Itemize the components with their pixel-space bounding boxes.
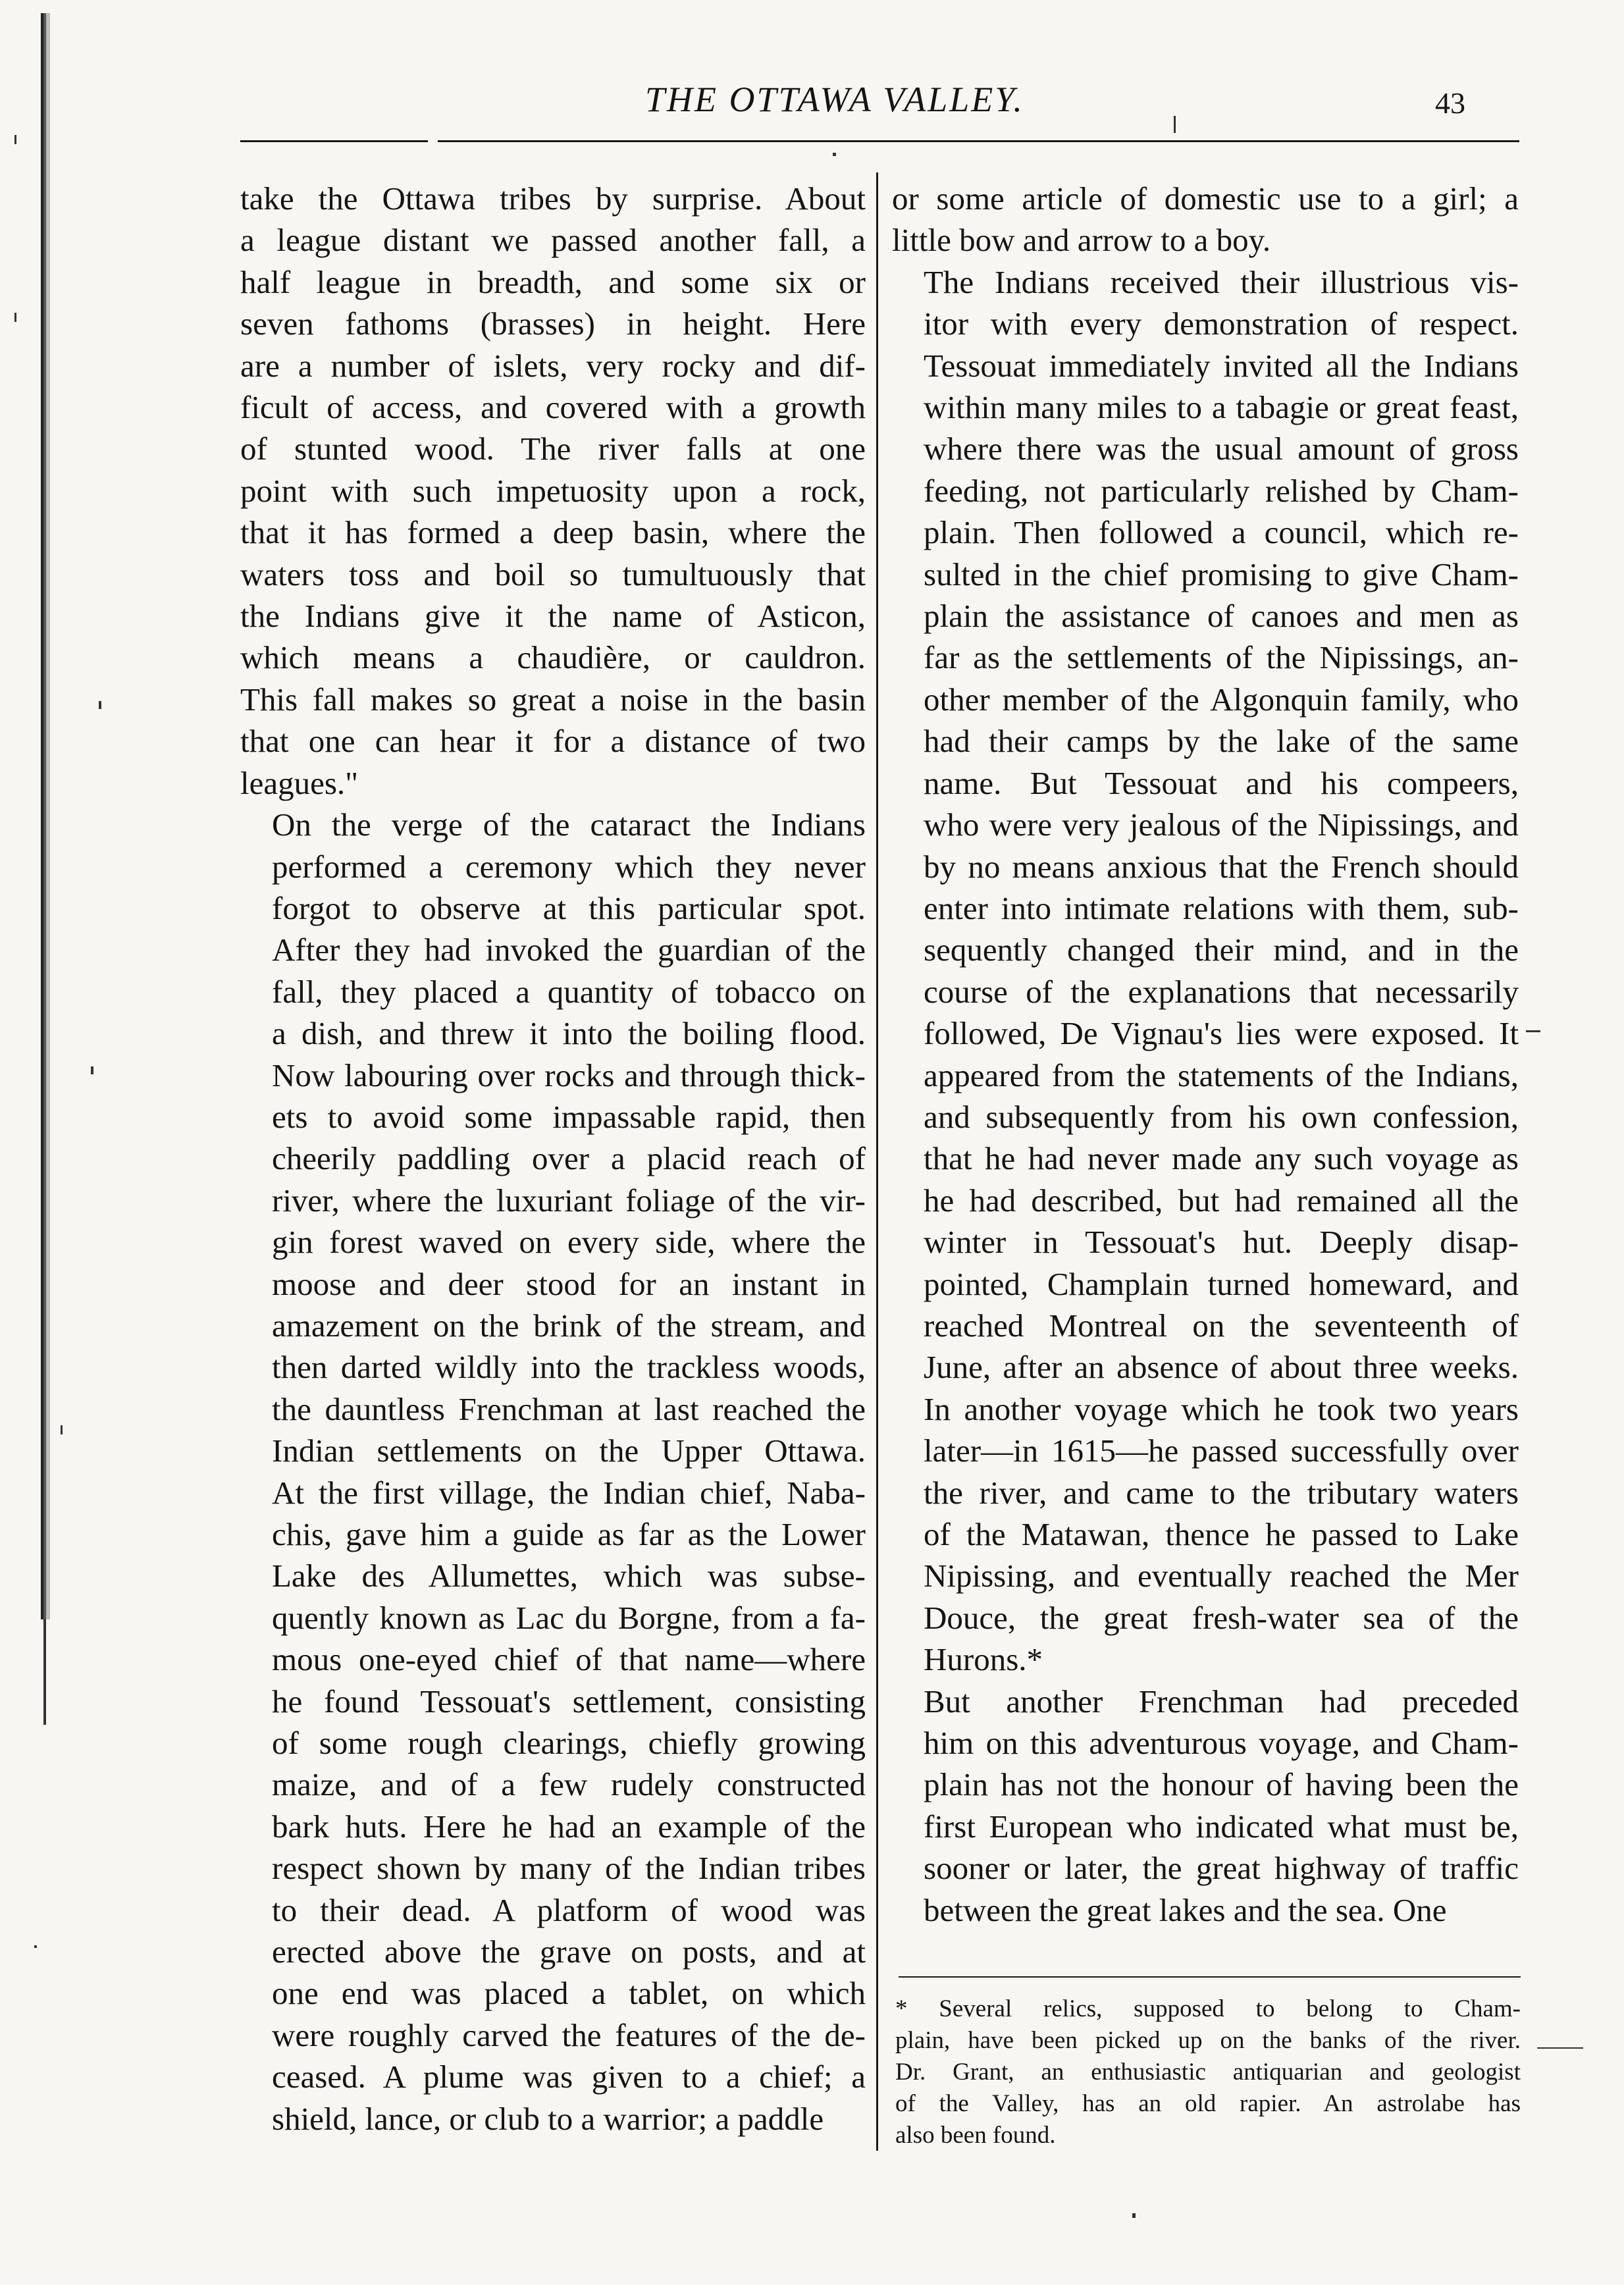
margin-mark (833, 153, 836, 156)
text-line: of the Matawan, thence he passed to Lake (924, 1516, 1519, 1552)
text-line: plain has not the honour of having been the (924, 1766, 1519, 1803)
running-header (0, 72, 1624, 132)
text-line: Hurons.* (924, 1641, 1043, 1678)
footnote-line: of the Valley, has an old rapier. An astrolabe has (895, 2090, 1521, 2117)
margin-mark (1132, 2213, 1136, 2218)
header-rule-left (240, 140, 428, 142)
footnote-rule (899, 1976, 1521, 1978)
text-line: which means a chaudière, or cauldron. (240, 639, 866, 676)
text-line: he found Tessouat's settlement, consisting (272, 1683, 866, 1720)
right-column (892, 178, 1519, 1931)
text-line: Douce, the great fresh-water sea of the (924, 1599, 1519, 1636)
text-line: who were very jealous of the Nipissings, and (924, 806, 1519, 843)
margin-mark (34, 1945, 37, 1948)
text-line: first European who indicated what must be, (924, 1808, 1519, 1845)
text-line: were roughly carved the features of the de- (272, 2016, 866, 2053)
footnote-line: also been found. (895, 2122, 1056, 2149)
margin-mark (1537, 2047, 1583, 2049)
text-line: gin forest waved on every side, where the (272, 1224, 866, 1261)
text-line: forgot to observe at this particular spot. (272, 889, 866, 926)
text-line: feeding, not particularly relished by Cham- (924, 472, 1519, 509)
binding-edge (41, 13, 50, 1619)
text-line: ceased. A plume was given to a chief; a (272, 2059, 866, 2095)
text-line: of some rough clearings, chiefly growing (272, 1725, 866, 1762)
margin-mark (1174, 116, 1176, 133)
text-line: mous one-eyed chief of that name—where (272, 1641, 866, 1678)
text-line: Tessouat immediately invited all the Indians (924, 347, 1519, 384)
text-line: Now labouring over rocks and through thick- (272, 1057, 866, 1093)
text-line: pointed, Champlain turned homeward, and (924, 1265, 1519, 1302)
text-line: sulted in the chief promising to give Cham- (924, 556, 1519, 592)
text-line: appeared from the statements of the Indians, (924, 1057, 1519, 1093)
text-line: course of the explanations that necessarily (924, 973, 1519, 1010)
text-line: This fall makes so great a noise in the basin (240, 681, 866, 718)
text-line: a dish, and threw it into the boiling flood. (272, 1015, 866, 1052)
text-line: fall, they placed a quantity of tobacco on (272, 973, 866, 1010)
text-line: that he had never made any such voyage as (924, 1140, 1519, 1177)
text-line: moose and deer stood for an instant in (272, 1265, 866, 1302)
text-line: Lake des Allumettes, which was subse- (272, 1558, 866, 1594)
text-line: amazement on the brink of the stream, and (272, 1307, 866, 1344)
text-line: the dauntless Frenchman at last reached the (272, 1390, 866, 1427)
footnote (895, 1993, 1521, 2151)
text-line: Indian settlements on the Upper Ottawa. (272, 1432, 866, 1469)
text-line: waters toss and boil so tumultuously that (240, 556, 866, 592)
text-line: seven fathoms (brasses) in height. Here (240, 305, 866, 342)
text-line: bark huts. Here he had an example of the (272, 1808, 866, 1845)
margin-mark (99, 701, 101, 709)
text-line: On the verge of the cataract the Indians (272, 806, 866, 843)
text-line: far as the settlements of the Nipissings, an- (924, 639, 1519, 676)
text-line: half league in breadth, and some six or (240, 263, 866, 300)
text-line: by no means anxious that the French should (924, 848, 1519, 885)
left-column (240, 178, 866, 2140)
text-line: Nipissing, and eventually reached the Mer (924, 1558, 1519, 1594)
text-line: winter in Tessouat's hut. Deeply disap- (924, 1224, 1519, 1261)
text-line: itor with every demonstration of respect. (924, 305, 1519, 342)
text-line: sequently changed their mind, and in the (924, 932, 1519, 968)
text-line: ficult of access, and covered with a growth (240, 389, 866, 426)
text-line: then darted wildly into the trackless woods, (272, 1349, 866, 1386)
text-line: are a number of islets, very rocky and dif- (240, 347, 866, 384)
text-line: name. But Tessouat and his compeers, (924, 764, 1519, 801)
text-line: quently known as Lac du Borgne, from a fa- (272, 1599, 866, 1636)
text-line: June, after an absence of about three weeks. (924, 1349, 1519, 1386)
paragraph (892, 261, 1519, 1681)
text-line: maize, and of a few rudely constructed (272, 1766, 866, 1803)
text-line: one end was placed a tablet, on which (272, 1975, 866, 2012)
text-line: reached Montreal on the seventeenth of (924, 1307, 1519, 1344)
text-line: to their dead. A platform of wood was (272, 1891, 866, 1928)
footnote-line: * Several relics, supposed to belong to Cham- (895, 1995, 1521, 2022)
text-line: enter into intimate relations with them, sub- (924, 889, 1519, 926)
text-line: had their camps by the lake of the same (924, 723, 1519, 760)
paragraph (240, 804, 866, 2140)
text-line: plain. Then followed a council, which re- (924, 514, 1519, 551)
paragraph (892, 1681, 1519, 1931)
text-line: ets to avoid some impassable rapid, then (272, 1098, 866, 1135)
page-number: 43 (1435, 86, 1465, 120)
margin-mark (14, 313, 16, 322)
text-line: chis, gave him a guide as far as the Lower (272, 1516, 866, 1552)
footnote-line: Dr. Grant, an enthusiastic antiquarian and geologist (895, 2059, 1521, 2086)
text-line: plain the assistance of canoes and men as (924, 598, 1519, 635)
header-rule-right (438, 140, 1519, 142)
margin-mark (14, 135, 16, 144)
text-line: erected above the grave on posts, and at (272, 1933, 866, 1970)
text-line: followed, De Vignau's lies were exposed. It (924, 1015, 1519, 1052)
text-line: shield, lance, or club to a warrior; a paddle (272, 2100, 824, 2137)
text-line: of stunted wood. The river falls at one (240, 431, 866, 467)
text-line: After they had invoked the guardian of the (272, 932, 866, 968)
text-line: But another Frenchman had preceded (924, 1683, 1519, 1720)
text-line: performed a ceremony which they never (272, 848, 866, 885)
running-title: THE OTTAWA VALLEY. (645, 80, 1024, 119)
text-line: In another voyage which he took two years (924, 1390, 1519, 1427)
text-line: little bow and arrow to a boy. (892, 222, 1271, 259)
column-divider (876, 172, 878, 2151)
footnote-line: plain, have been picked up on the banks of the river. (895, 2027, 1521, 2054)
text-line: At the first village, the Indian chief, Naba- (272, 1474, 866, 1511)
text-line: that it has formed a deep basin, where the (240, 514, 866, 551)
text-line: other member of the Algonquin family, who (924, 681, 1519, 718)
text-line: between the great lakes and the sea. One (924, 1891, 1447, 1928)
text-line: later—in 1615—he passed successfully over (924, 1432, 1519, 1469)
text-line: respect shown by many of the Indian tribes (272, 1850, 866, 1887)
text-line: a league distant we passed another fall, a (240, 222, 866, 259)
text-line: him on this adventurous voyage, and Cham- (924, 1725, 1519, 1762)
margin-mark (91, 1066, 93, 1074)
text-line: point with such impetuosity upon a rock, (240, 472, 866, 509)
text-line: that one can hear it for a distance of two (240, 723, 866, 760)
text-line: or some article of domestic use to a girl; a (892, 180, 1519, 217)
text-line: the Indians give it the name of Asticon, (240, 598, 866, 635)
margin-mark (1526, 1030, 1540, 1032)
text-line: The Indians received their illustrious vis- (924, 263, 1519, 300)
text-line: and subsequently from his own confession, (924, 1098, 1519, 1135)
paragraph (240, 178, 866, 804)
text-line: cheerily paddling over a placid reach of (272, 1140, 866, 1177)
text-line: take the Ottawa tribes by surprise. About (240, 180, 866, 217)
text-line: river, where the luxuriant foliage of the vir- (272, 1182, 866, 1219)
text-line: sooner or later, the great highway of traffic (924, 1850, 1519, 1887)
text-line: leagues." (240, 764, 359, 801)
text-line: where there was the usual amount of gross (924, 431, 1519, 467)
text-line: he had described, but had remained all the (924, 1182, 1519, 1219)
binding-edge-lower (43, 1619, 46, 1725)
margin-mark (61, 1425, 63, 1434)
paragraph (892, 178, 1519, 261)
text-line: within many miles to a tabagie or great feast, (924, 389, 1519, 426)
text-line: the river, and came to the tributary waters (924, 1474, 1519, 1511)
